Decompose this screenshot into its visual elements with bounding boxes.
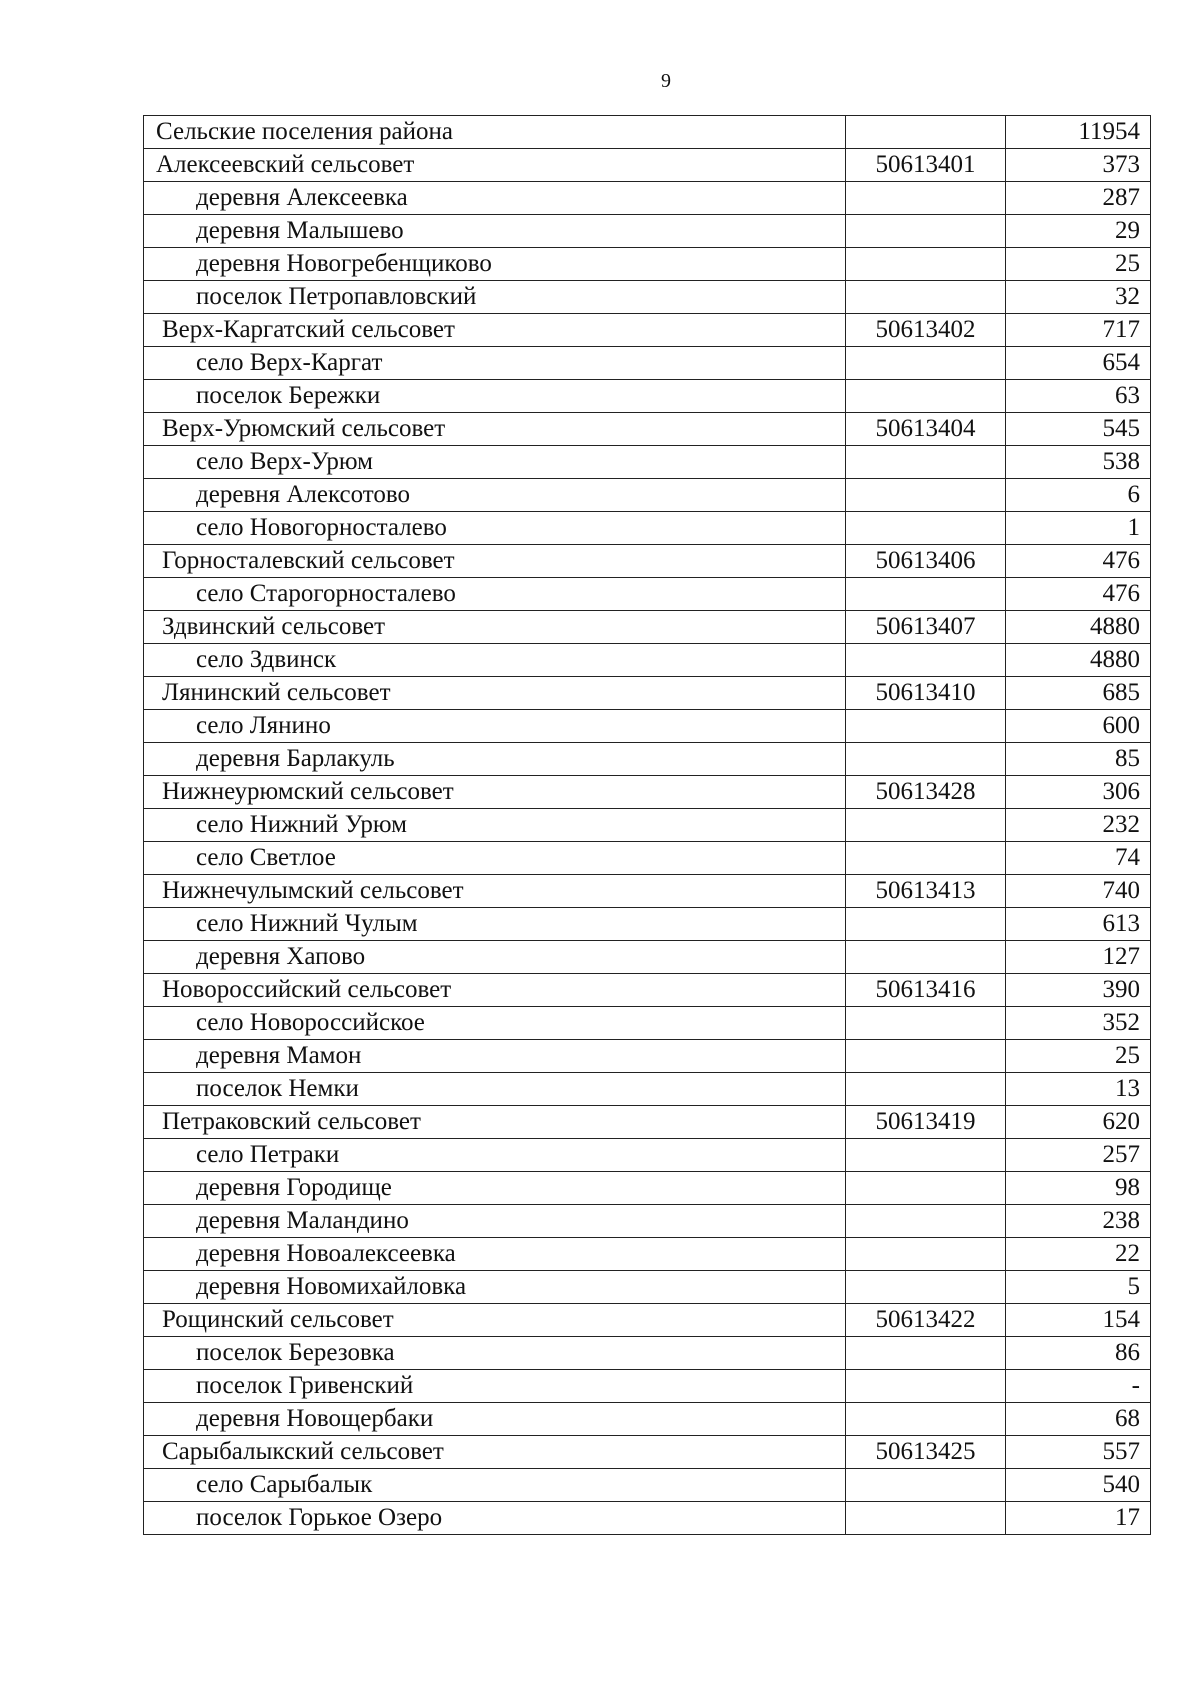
name-cell: село Сарыбалык xyxy=(144,1469,846,1502)
okato-code-cell xyxy=(846,743,1006,776)
name-cell: Сарыбалыкский сельсовет xyxy=(144,1436,846,1469)
okato-code-cell xyxy=(846,1139,1006,1172)
table-row xyxy=(144,413,1151,446)
name-cell: Алексеевский сельсовет xyxy=(144,149,846,182)
population-cell: 613 xyxy=(1006,908,1151,941)
table-row xyxy=(144,1073,1151,1106)
population-cell: 1 xyxy=(1006,512,1151,545)
name-cell: деревня Городище xyxy=(144,1172,846,1205)
table-row xyxy=(144,479,1151,512)
population-cell: 257 xyxy=(1006,1139,1151,1172)
population-cell: 232 xyxy=(1006,809,1151,842)
table-row xyxy=(144,1271,1151,1304)
population-cell: 373 xyxy=(1006,149,1151,182)
okato-code-cell xyxy=(846,1271,1006,1304)
name-cell: деревня Алексотово xyxy=(144,479,846,512)
table-row xyxy=(144,644,1151,677)
name-cell: деревня Алексеевка xyxy=(144,182,846,215)
name-cell: деревня Барлакуль xyxy=(144,743,846,776)
population-cell: 68 xyxy=(1006,1403,1151,1436)
okato-code-cell xyxy=(846,941,1006,974)
name-cell: поселок Гривенский xyxy=(144,1370,846,1403)
okato-code-cell: 50613413 xyxy=(846,875,1006,908)
population-cell: 620 xyxy=(1006,1106,1151,1139)
table-row xyxy=(144,248,1151,281)
table-row xyxy=(144,1238,1151,1271)
name-cell: село Нижний Чулым xyxy=(144,908,846,941)
table-row xyxy=(144,842,1151,875)
name-cell: Горносталевский сельсовет xyxy=(144,545,846,578)
table-row xyxy=(144,182,1151,215)
okato-code-cell xyxy=(846,248,1006,281)
table-body xyxy=(144,116,1151,1535)
table-row xyxy=(144,1172,1151,1205)
population-cell: 352 xyxy=(1006,1007,1151,1040)
page-number: 9 xyxy=(661,70,671,92)
okato-code-cell xyxy=(846,1040,1006,1073)
okato-code-cell xyxy=(846,347,1006,380)
okato-code-cell xyxy=(846,710,1006,743)
population-cell: 154 xyxy=(1006,1304,1151,1337)
okato-code-cell xyxy=(846,842,1006,875)
table-row xyxy=(144,875,1151,908)
population-cell: - xyxy=(1006,1370,1151,1403)
table-row xyxy=(144,1304,1151,1337)
population-cell: 4880 xyxy=(1006,644,1151,677)
okato-code-cell xyxy=(846,1205,1006,1238)
population-cell: 4880 xyxy=(1006,611,1151,644)
population-cell: 25 xyxy=(1006,1040,1151,1073)
okato-code-cell: 50613419 xyxy=(846,1106,1006,1139)
okato-code-cell xyxy=(846,908,1006,941)
name-cell: деревня Новогребенщиково xyxy=(144,248,846,281)
name-cell: деревня Новомихайловка xyxy=(144,1271,846,1304)
okato-code-cell xyxy=(846,215,1006,248)
okato-code-cell xyxy=(846,446,1006,479)
population-cell: 98 xyxy=(1006,1172,1151,1205)
name-cell: Нижнеурюмский сельсовет xyxy=(144,776,846,809)
population-cell: 654 xyxy=(1006,347,1151,380)
table-row xyxy=(144,710,1151,743)
population-cell: 22 xyxy=(1006,1238,1151,1271)
table-row xyxy=(144,347,1151,380)
name-cell: село Лянино xyxy=(144,710,846,743)
population-cell: 557 xyxy=(1006,1436,1151,1469)
population-cell: 74 xyxy=(1006,842,1151,875)
population-cell: 545 xyxy=(1006,413,1151,446)
name-cell: деревня Новоалексеевка xyxy=(144,1238,846,1271)
name-cell: село Старогорносталево xyxy=(144,578,846,611)
population-cell: 390 xyxy=(1006,974,1151,1007)
population-cell: 540 xyxy=(1006,1469,1151,1502)
table-row xyxy=(144,116,1151,149)
okato-code-cell xyxy=(846,1403,1006,1436)
table-row xyxy=(144,1436,1151,1469)
table-row xyxy=(144,1370,1151,1403)
table-row xyxy=(144,908,1151,941)
table-row xyxy=(144,1337,1151,1370)
name-cell: Рощинский сельсовет xyxy=(144,1304,846,1337)
name-cell: Петраковский сельсовет xyxy=(144,1106,846,1139)
name-cell: село Верх-Каргат xyxy=(144,347,846,380)
table-row xyxy=(144,1040,1151,1073)
name-cell: деревня Мамон xyxy=(144,1040,846,1073)
okato-code-cell xyxy=(846,1007,1006,1040)
okato-code-cell xyxy=(846,380,1006,413)
okato-code-cell xyxy=(846,1172,1006,1205)
name-cell: деревня Новощербаки xyxy=(144,1403,846,1436)
table-row xyxy=(144,215,1151,248)
okato-code-cell xyxy=(846,182,1006,215)
okato-code-cell: 50613416 xyxy=(846,974,1006,1007)
name-cell: деревня Малышево xyxy=(144,215,846,248)
population-cell: 25 xyxy=(1006,248,1151,281)
table-row xyxy=(144,1469,1151,1502)
name-cell: Новороссийский сельсовет xyxy=(144,974,846,1007)
okato-code-cell xyxy=(846,1502,1006,1535)
population-cell: 685 xyxy=(1006,677,1151,710)
okato-code-cell xyxy=(846,116,1006,149)
table-row xyxy=(144,149,1151,182)
table-row xyxy=(144,974,1151,1007)
name-cell: село Новороссийское xyxy=(144,1007,846,1040)
table-row xyxy=(144,743,1151,776)
population-cell: 600 xyxy=(1006,710,1151,743)
population-cell: 32 xyxy=(1006,281,1151,314)
population-cell: 85 xyxy=(1006,743,1151,776)
population-cell: 306 xyxy=(1006,776,1151,809)
population-cell: 5 xyxy=(1006,1271,1151,1304)
okato-code-cell: 50613402 xyxy=(846,314,1006,347)
okato-code-cell: 50613401 xyxy=(846,149,1006,182)
name-cell: поселок Горькое Озеро xyxy=(144,1502,846,1535)
okato-code-cell: 50613425 xyxy=(846,1436,1006,1469)
population-cell: 17 xyxy=(1006,1502,1151,1535)
name-cell: село Верх-Урюм xyxy=(144,446,846,479)
okato-code-cell xyxy=(846,281,1006,314)
name-cell: село Новогорносталево xyxy=(144,512,846,545)
okato-code-cell xyxy=(846,1337,1006,1370)
table-row xyxy=(144,545,1151,578)
table-row xyxy=(144,314,1151,347)
name-cell: село Светлое xyxy=(144,842,846,875)
population-cell: 287 xyxy=(1006,182,1151,215)
okato-code-cell: 50613404 xyxy=(846,413,1006,446)
name-cell: Верх-Урюмский сельсовет xyxy=(144,413,846,446)
table-row xyxy=(144,446,1151,479)
population-cell: 717 xyxy=(1006,314,1151,347)
okato-code-cell: 50613407 xyxy=(846,611,1006,644)
okato-code-cell xyxy=(846,578,1006,611)
table-row xyxy=(144,1205,1151,1238)
okato-code-cell: 50613428 xyxy=(846,776,1006,809)
okato-code-cell: 50613410 xyxy=(846,677,1006,710)
population-cell: 538 xyxy=(1006,446,1151,479)
table-row xyxy=(144,776,1151,809)
okato-code-cell xyxy=(846,479,1006,512)
population-cell: 476 xyxy=(1006,545,1151,578)
okato-code-cell xyxy=(846,1370,1006,1403)
table-row xyxy=(144,512,1151,545)
settlements-table xyxy=(143,115,1151,1535)
name-cell: поселок Немки xyxy=(144,1073,846,1106)
name-cell: село Здвинск xyxy=(144,644,846,677)
table-row xyxy=(144,941,1151,974)
table-row xyxy=(144,1403,1151,1436)
okato-code-cell xyxy=(846,1073,1006,1106)
table-row xyxy=(144,677,1151,710)
population-cell: 6 xyxy=(1006,479,1151,512)
okato-code-cell xyxy=(846,809,1006,842)
table-row xyxy=(144,281,1151,314)
population-cell: 740 xyxy=(1006,875,1151,908)
okato-code-cell: 50613422 xyxy=(846,1304,1006,1337)
name-cell: деревня Маландино xyxy=(144,1205,846,1238)
table-row xyxy=(144,1502,1151,1535)
table-row xyxy=(144,809,1151,842)
population-cell: 13 xyxy=(1006,1073,1151,1106)
table-row xyxy=(144,1139,1151,1172)
name-cell: поселок Березовка xyxy=(144,1337,846,1370)
population-cell: 476 xyxy=(1006,578,1151,611)
name-cell: Лянинский сельсовет xyxy=(144,677,846,710)
name-cell: Здвинский сельсовет xyxy=(144,611,846,644)
name-cell: село Нижний Урюм xyxy=(144,809,846,842)
table-row xyxy=(144,380,1151,413)
population-cell: 63 xyxy=(1006,380,1151,413)
name-cell: Верх-Каргатский сельсовет xyxy=(144,314,846,347)
name-cell: село Петраки xyxy=(144,1139,846,1172)
table-row xyxy=(144,611,1151,644)
table-row xyxy=(144,578,1151,611)
name-cell: Нижнечулымский сельсовет xyxy=(144,875,846,908)
name-cell: поселок Бережки xyxy=(144,380,846,413)
population-cell: 86 xyxy=(1006,1337,1151,1370)
table-row xyxy=(144,1007,1151,1040)
okato-code-cell xyxy=(846,1469,1006,1502)
okato-code-cell xyxy=(846,1238,1006,1271)
table-row xyxy=(144,1106,1151,1139)
population-cell: 11954 xyxy=(1006,116,1151,149)
okato-code-cell: 50613406 xyxy=(846,545,1006,578)
okato-code-cell xyxy=(846,512,1006,545)
population-cell: 238 xyxy=(1006,1205,1151,1238)
okato-code-cell xyxy=(846,644,1006,677)
name-cell: Сельские поселения района xyxy=(144,116,846,149)
name-cell: поселок Петропавловский xyxy=(144,281,846,314)
name-cell: деревня Хапово xyxy=(144,941,846,974)
population-cell: 29 xyxy=(1006,215,1151,248)
population-cell: 127 xyxy=(1006,941,1151,974)
